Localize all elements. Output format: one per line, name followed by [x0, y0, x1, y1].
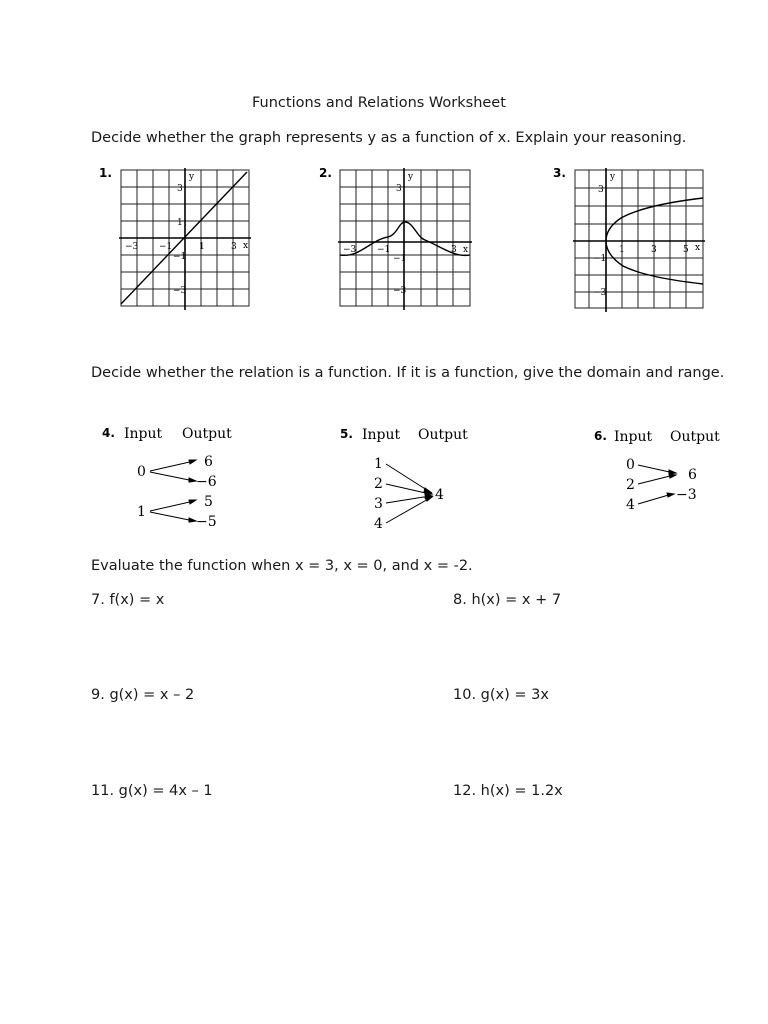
mapping-arrows	[150, 460, 196, 522]
relation-output: 6	[204, 454, 213, 470]
tick-label: −3	[593, 288, 607, 298]
relation-input: 0	[626, 457, 635, 473]
graph-3	[549, 162, 719, 312]
graph-instruction: Decide whether the graph represents y as a function of x. Explain your reasoning.	[91, 130, 687, 146]
tick-label: 3	[451, 245, 457, 255]
relation-input: 2	[374, 476, 383, 492]
relation-input: 2	[626, 477, 635, 493]
problem-8: 8. h(x) = x + 7	[453, 592, 562, 608]
input-heading: Input	[362, 427, 401, 443]
tick-label: −3	[125, 242, 139, 252]
output-heading: Output	[418, 427, 468, 443]
axis-x-label: x	[463, 245, 469, 255]
relation-input: 3	[374, 496, 383, 512]
tick-label: −3	[343, 245, 357, 255]
relation-output: 4	[435, 487, 444, 503]
tick-label: −3	[173, 286, 187, 296]
tick-label: 3	[396, 184, 402, 194]
output-heading: Output	[182, 426, 232, 442]
input-heading: Input	[124, 426, 163, 442]
tick-label: 1	[177, 218, 183, 228]
tick-label: −1	[393, 254, 407, 264]
evaluate-instruction: Evaluate the function when x = 3, x = 0, and x = -2.	[91, 558, 473, 574]
tick-label: 3	[177, 184, 183, 194]
axis-y-label: y	[189, 172, 195, 182]
relation-input: 4	[626, 497, 635, 513]
relation-number: 4.	[102, 426, 115, 440]
tick-label: 5	[683, 245, 689, 255]
tick-label: −3	[393, 286, 407, 296]
tick-label: −1	[173, 252, 187, 262]
tick-label: 1	[619, 245, 625, 255]
problem-11: 11. g(x) = 4x – 1	[91, 783, 213, 799]
tick-label: −1	[593, 254, 607, 264]
graph-number: 2.	[319, 166, 332, 180]
tick-label: −1	[377, 245, 391, 255]
relation-6	[592, 422, 752, 532]
mapping-arrows	[638, 465, 676, 504]
graph-number: 3.	[553, 166, 566, 180]
tick-label: 3	[598, 185, 604, 195]
relation-4	[100, 422, 260, 532]
tick-label: 3	[231, 242, 237, 252]
problem-7: 7. f(x) = x	[91, 592, 165, 608]
relation-output: −6	[196, 474, 217, 490]
relation-5	[338, 422, 498, 532]
relation-input: 1	[137, 504, 146, 520]
tick-label: −1	[159, 242, 173, 252]
graph-number: 1.	[99, 166, 112, 180]
output-heading: Output	[670, 429, 720, 445]
input-heading: Input	[614, 429, 653, 445]
relation-output: 6	[688, 467, 697, 483]
graph-2	[315, 162, 485, 312]
tick-label: 1	[199, 242, 205, 252]
axis-x-label: x	[243, 241, 249, 251]
tick-label: 3	[651, 245, 657, 255]
graph-1	[95, 162, 265, 312]
problem-10: 10. g(x) = 3x	[453, 687, 549, 703]
axis-y-label: y	[610, 172, 616, 182]
relation-output: −5	[196, 514, 217, 530]
mapping-arrows	[386, 464, 432, 523]
relation-input: 1	[374, 456, 383, 472]
problem-9: 9. g(x) = x – 2	[91, 687, 195, 703]
problem-12: 12. h(x) = 1.2x	[453, 783, 563, 799]
axis-x-label: x	[695, 243, 701, 253]
relation-input: 0	[137, 464, 146, 480]
axis-y-label: y	[408, 172, 414, 182]
relation-input: 4	[374, 516, 383, 532]
relation-instruction: Decide whether the relation is a function. If it is a function, give the domain and range.	[91, 365, 725, 381]
relation-number: 6.	[594, 429, 607, 443]
relation-output: −3	[676, 487, 697, 503]
worksheet-title: Functions and Relations Worksheet	[252, 95, 506, 111]
relation-output: 5	[204, 494, 213, 510]
relation-number: 5.	[340, 427, 353, 441]
